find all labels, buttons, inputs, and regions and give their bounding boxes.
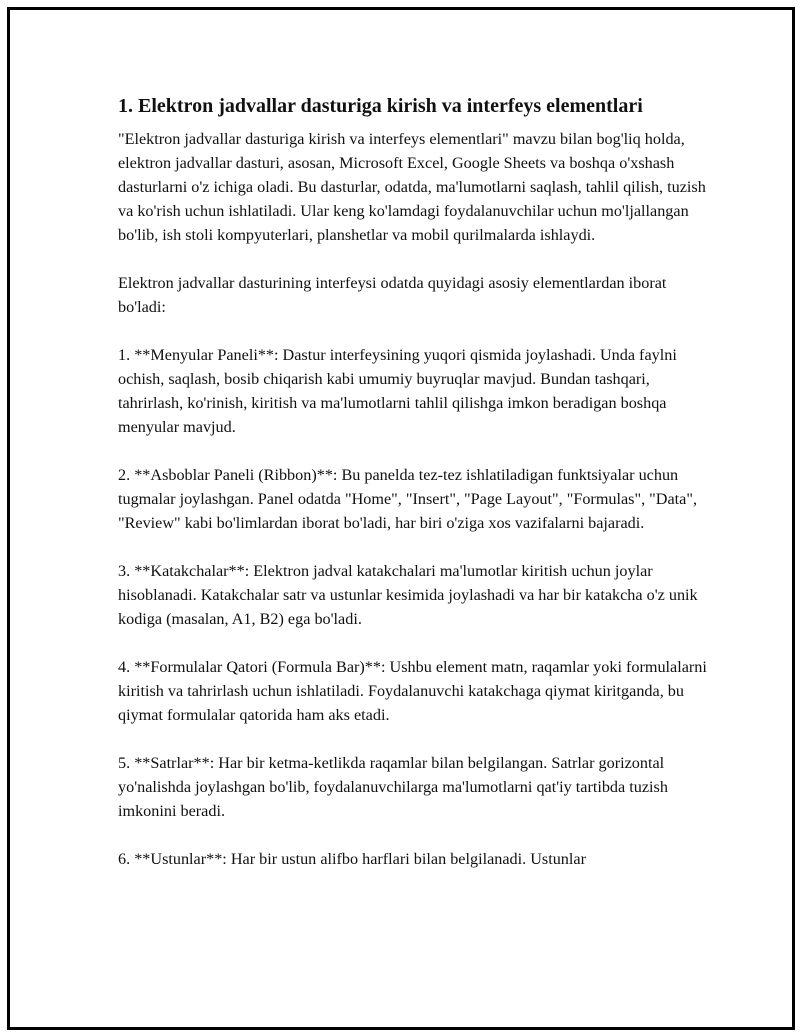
document-content xyxy=(118,93,708,895)
document-page xyxy=(7,7,795,1030)
paragraph-intro: "Elektron jadvallar dasturiga kirish va interfeys elementlari" mavzu bilan bog'liq holda, elektron jadvallar dasturi, asosan, Microsoft Excel, Google Sheets va boshqa o'xshash dasturlarni o'z ichiga oladi. Bu dasturlar, odatda, ma'lumotlarni saqlash, tahlil qilish, tuzish va ko'rish uchun ishlatiladi. Ular keng ko'lamdagi foydalanuvchilar uchun mo'ljallangan bo'lib, ish stoli kompyuterlari, planshetlar va mobil qurilmalarda ishlaydi. xyxy=(118,130,706,244)
list-item-columns: 6. **Ustunlar**: Har bir ustun alifbo harflari bilan belgilanadi. Ustunlar xyxy=(118,850,586,868)
list-item-cells: 3. **Katakchalar**: Elektron jadval katakchalari ma'lumotlar kiritish uchun joylar hisoblanadi. Katakchalar satr va ustunlar kesimida joylashadi va har bir katakcha o'z unik kodiga (masalan, A1, B2) ega bo'ladi. xyxy=(118,562,698,628)
list-item-ribbon: 2. **Asboblar Paneli (Ribbon)**: Bu panelda tez-tez ishlatiladigan funktsiyalar uchun tugmalar joylashgan. Panel odatda "Home", "Insert", "Page Layout", "Formulas", "Data", "Review" kabi bo'limlardan iborat bo'ladi, har biri o'ziga xos vazifalarni bajaradi. xyxy=(118,466,698,532)
list-item-menu-bar: 1. **Menyular Paneli**: Dastur interfeysining yuqori qismida joylashadi. Unda faylni ochish, saqlash, bosib chiqarish kabi umumiy buyruqlar mavjud. Bundan tashqari, tahrirlash, ko'rinish, kiritish va ma'lumotlarni tahlil qilishga imkon beradigan boshqa menyular mavjud. xyxy=(118,346,677,436)
document-title: 1. Elektron jadvallar dasturiga kirish va interfeys elementlari xyxy=(118,95,643,117)
paragraph-interface-elements: Elektron jadvallar dasturining interfeysi odatda quyidagi asosiy elementlardan iborat bo'ladi: xyxy=(118,274,667,316)
list-item-formula-bar: 4. **Formulalar Qatori (Formula Bar)**: Ushbu element matn, raqamlar yoki formulalarni kiritish va tahrirlash uchun ishlatiladi. Foydalanuvchi katakchaga qiymat kiritganda, bu qiymat formulalar qatorida ham aks etadi. xyxy=(118,658,707,724)
list-item-rows: 5. **Satrlar**: Har bir ketma-ketlikda raqamlar bilan belgilangan. Satrlar gorizontal yo'nalishda joylashgan bo'lib, foydalanuvchilarga ma'lumotlarni qat'iy tartibda tuzish imkonini beradi. xyxy=(118,754,668,820)
